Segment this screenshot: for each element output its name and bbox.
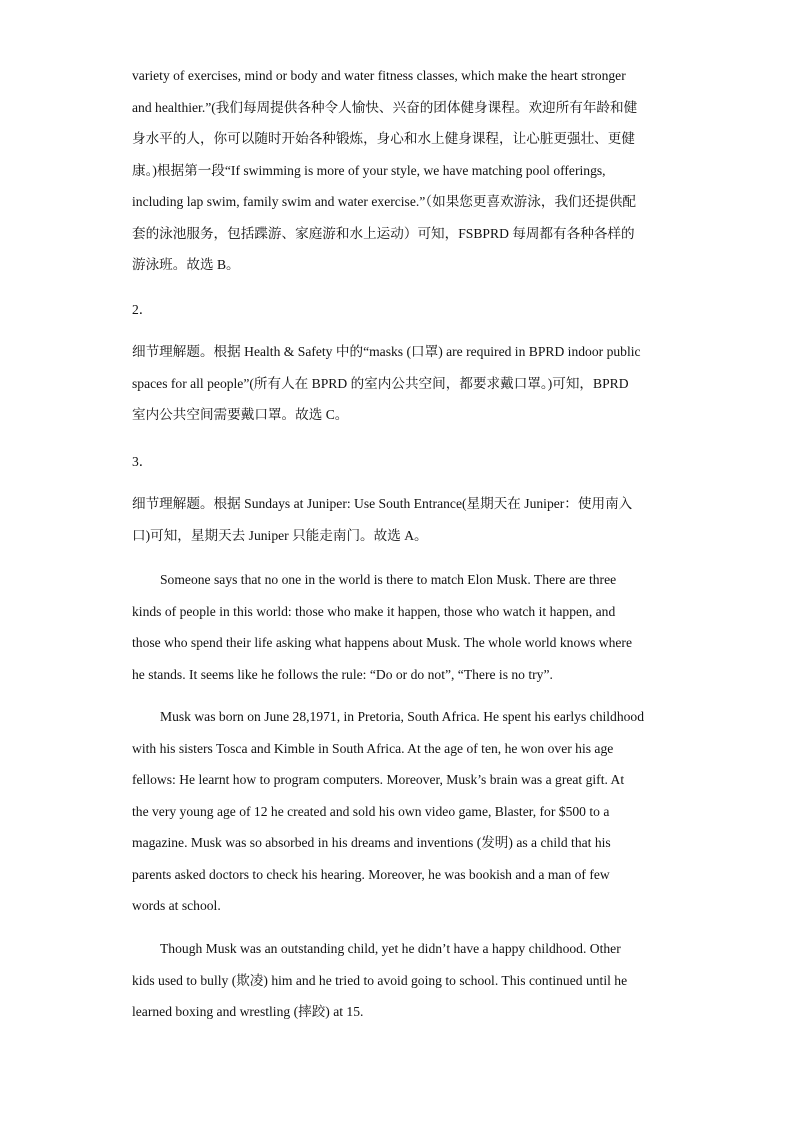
text-line: Though Musk was an outstanding child, yet he didn’t have a happy childhood. Other (160, 941, 621, 956)
text-line: 口)可知，星期天去 Juniper 只能走南门。故选 A。 (132, 527, 428, 543)
text-line: 康。)根据第一段“If swimming is more of your style, we have matching pool offerings, (132, 162, 606, 178)
text-line: 套的泳池服务，包括蹀游、家庭游和水上运动）可知，FSBPRD 每周都有各种各样的 (132, 225, 635, 241)
text-line: kinds of people in this world: those who make it happen, those who watch it happen, and (132, 603, 616, 619)
question-2-number: 2． (132, 302, 153, 317)
text-line: learned boxing and wrestling (摔跤) at 15. (132, 1004, 364, 1019)
text-line: parents asked doctors to check his hearing. Moreover, he was bookish and a man of few (132, 866, 610, 882)
text-line: those who spend their life asking what happens about Musk. The whole world knows where (132, 635, 632, 650)
text-line: magazine. Musk was so absorbed in his dreams and inventions (发明) as a child that his (132, 835, 611, 850)
text-line: with his sisters Tosca and Kimble in South Africa. At the age of ten, he won over his age (132, 740, 614, 756)
text-line: variety of exercises, mind or body and water fitness classes, which make the heart stronger (132, 68, 626, 83)
text-line: he stands. It seems like he follows the rule: “Do or do not”, “There is no try”. (132, 666, 553, 682)
passage-paragraph-1 (132, 564, 662, 690)
text-line: spaces for all people”(所有人在 BPRD 的室内公共空间，都要求戴口罩。)可知，BPRD (132, 375, 629, 391)
text-line: words at school. (132, 898, 221, 913)
text-line: the very young age of 12 he created and sold his own video game, Blaster, for $500 to a (132, 803, 610, 819)
text-line: kids used to bully (欺凌) him and he tried to avoid going to school. This continued until he (132, 972, 628, 988)
text-line: including lap swim, family swim and water exercise.”（如果您更喜欢游泳，我们还提供配 (132, 194, 637, 209)
passage-paragraph-3 (132, 933, 662, 1028)
text-line: Musk was born on June 28,1971, in Pretoria, South Africa. He spent his earlys childhood (160, 709, 645, 724)
text-line: 细节理解题。根据 Health & Safety 中的“masks (口罩) are required in BPRD indoor public (132, 344, 641, 359)
text-line: and healthier.”(我们每周提供各种令人愉快、兴奋的团体健身课程。欢迎所有年龄和健 (132, 99, 638, 115)
text-line: 室内公共空间需要戴口罩。故选 C。 (132, 407, 349, 422)
text-line: 细节理解题。根据 Sundays at Juniper: Use South Entrance(星期天在 Juniper：使用南入 (132, 496, 633, 511)
text-line: 身水平的人，你可以随时开始各种锻炼，身心和水上健身课程，让心脏更强壮、更健 (132, 131, 635, 146)
explanation-3 (132, 488, 662, 551)
explanation-2 (132, 336, 662, 431)
explanation-1 (132, 60, 662, 281)
question-3-number: 3． (132, 454, 153, 469)
text-line: fellows: He learnt how to program computers. Moreover, Musk’s brain was a great gift. At (132, 772, 625, 787)
passage-paragraph-2 (132, 701, 662, 922)
text-line: 游泳班。故选 B。 (132, 257, 240, 272)
text-line: Someone says that no one in the world is there to match Elon Musk. There are three (160, 572, 617, 587)
